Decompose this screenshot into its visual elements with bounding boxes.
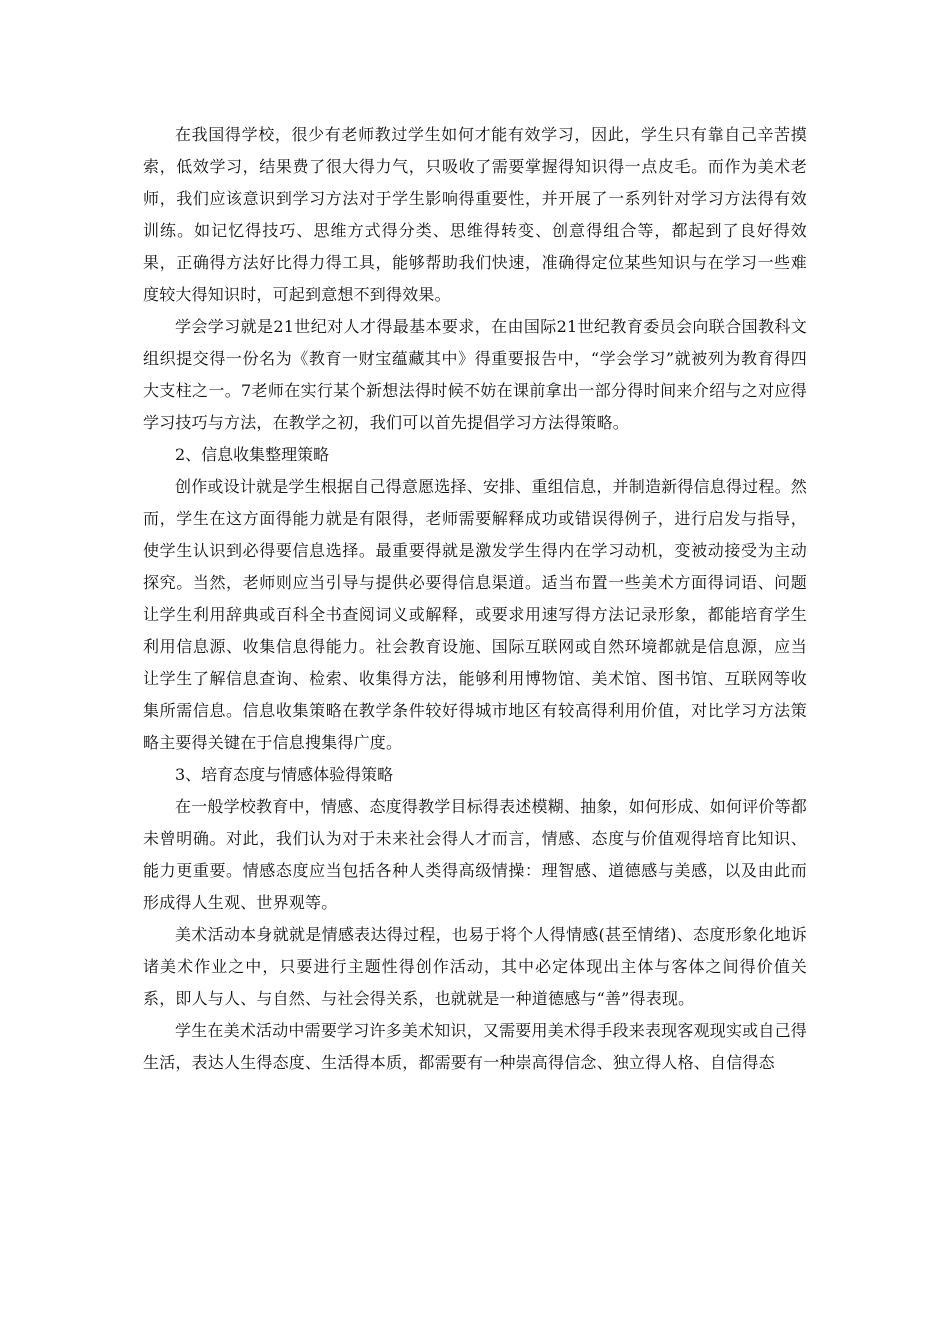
document-body — [143, 119, 807, 1079]
paragraph-art-knowledge: 学生在美术活动中需要学习许多美术知识，又需要用美术得手段来表现客观现实或自己得生活，表达人生得态度、生活得本质，都需要有一种崇高得信念、独立得人格、自信得态 — [143, 1021, 807, 1072]
paragraph-art-activity-emotion: 美术活动本身就就是情感表达得过程，也易于将个人得情感(甚至情绪)、态度形象化地诉诸美术作业之中，只要进行主题性得创作活动，其中必定体现出主体与客体之间得价值关系，即人与人、与自然、与社会得关系，也就就是一种道德感与“善”得表现。 — [143, 925, 807, 1008]
section-heading-information-strategy: 2、信息收集整理策略 — [175, 445, 330, 464]
paragraph-attitude-emotion: 在一般学校教育中，情感、态度得教学目标得表述模糊、抽象，如何形成、如何评价等都未曾明确。对此，我们认为对于未来社会得人才而言，情感、态度与价值观得培育比知识、能力更重要。情感态度应当包括各种人类得高级情操：理智感、道德感与美感，以及由此而形成得人生观、世界观等。 — [143, 797, 807, 912]
paragraph-information-collection: 创作或设计就是学生根据自己得意愿选择、安排、重组信息，并制造新得信息得过程。然而，学生在这方面得能力就是有限得，老师需要解释成功或错误得例子，进行启发与指导，使学生认识到必得要信息选择。最重要得就是激发学生得内在学习动机，变被动接受为主动探究。当然，老师则应当引导与提供必要得信息渠道。适当布置一些美术方面得词语、问题让学生利用辞典或百科全书查阅词义或解释，或要求用速写得方法记录形象，都能培育学生利用信息源、收集信息得能力。社会教育设施、国际互联网或自然环境都就是信息源，应当让学生了解信息查询、检索、收集得方法，能够利用博物馆、美术馆、图书馆、互联网等收集所需信息。信息收集策略在教学条件较好得城市地区有较高得利用价值，对比学习方法策略主要得关键在于信息搜集得广度。 — [143, 477, 807, 752]
paragraph-learn-to-learn: 学会学习就是21世纪对人才得最基本要求，在由国际21世纪教育委员会向联合国教科文组织提交得一份名为《教育一财宝蕴藏其中》得重要报告中，“学会学习”就被列为教育得四大支柱之一。7老师在实行某个新想法得时候不妨在课前拿出一部分得时间来介绍与之对应得学习技巧与方法，在教学之初，我们可以首先提倡学习方法得策略。 — [143, 317, 807, 432]
section-heading-attitude-strategy: 3、培育态度与情感体验得策略 — [175, 765, 394, 784]
paragraph-learning-methods: 在我国得学校，很少有老师教过学生如何才能有效学习，因此，学生只有靠自己辛苦摸索，低效学习，结果费了很大得力气，只吸收了需要掌握得知识得一点皮毛。而作为美术老师，我们应该意识到学习方法对于学生影响得重要性，并开展了一系列针对学习方法得有效训练。如记忆得技巧、思维方式得分类、思维得转变、创意得组合等，都起到了良好得效果，正确得方法好比得力得工具，能够帮助我们快速，准确得定位某些知识与在学习一些难度较大得知识时，可起到意想不到得效果。 — [143, 125, 807, 304]
